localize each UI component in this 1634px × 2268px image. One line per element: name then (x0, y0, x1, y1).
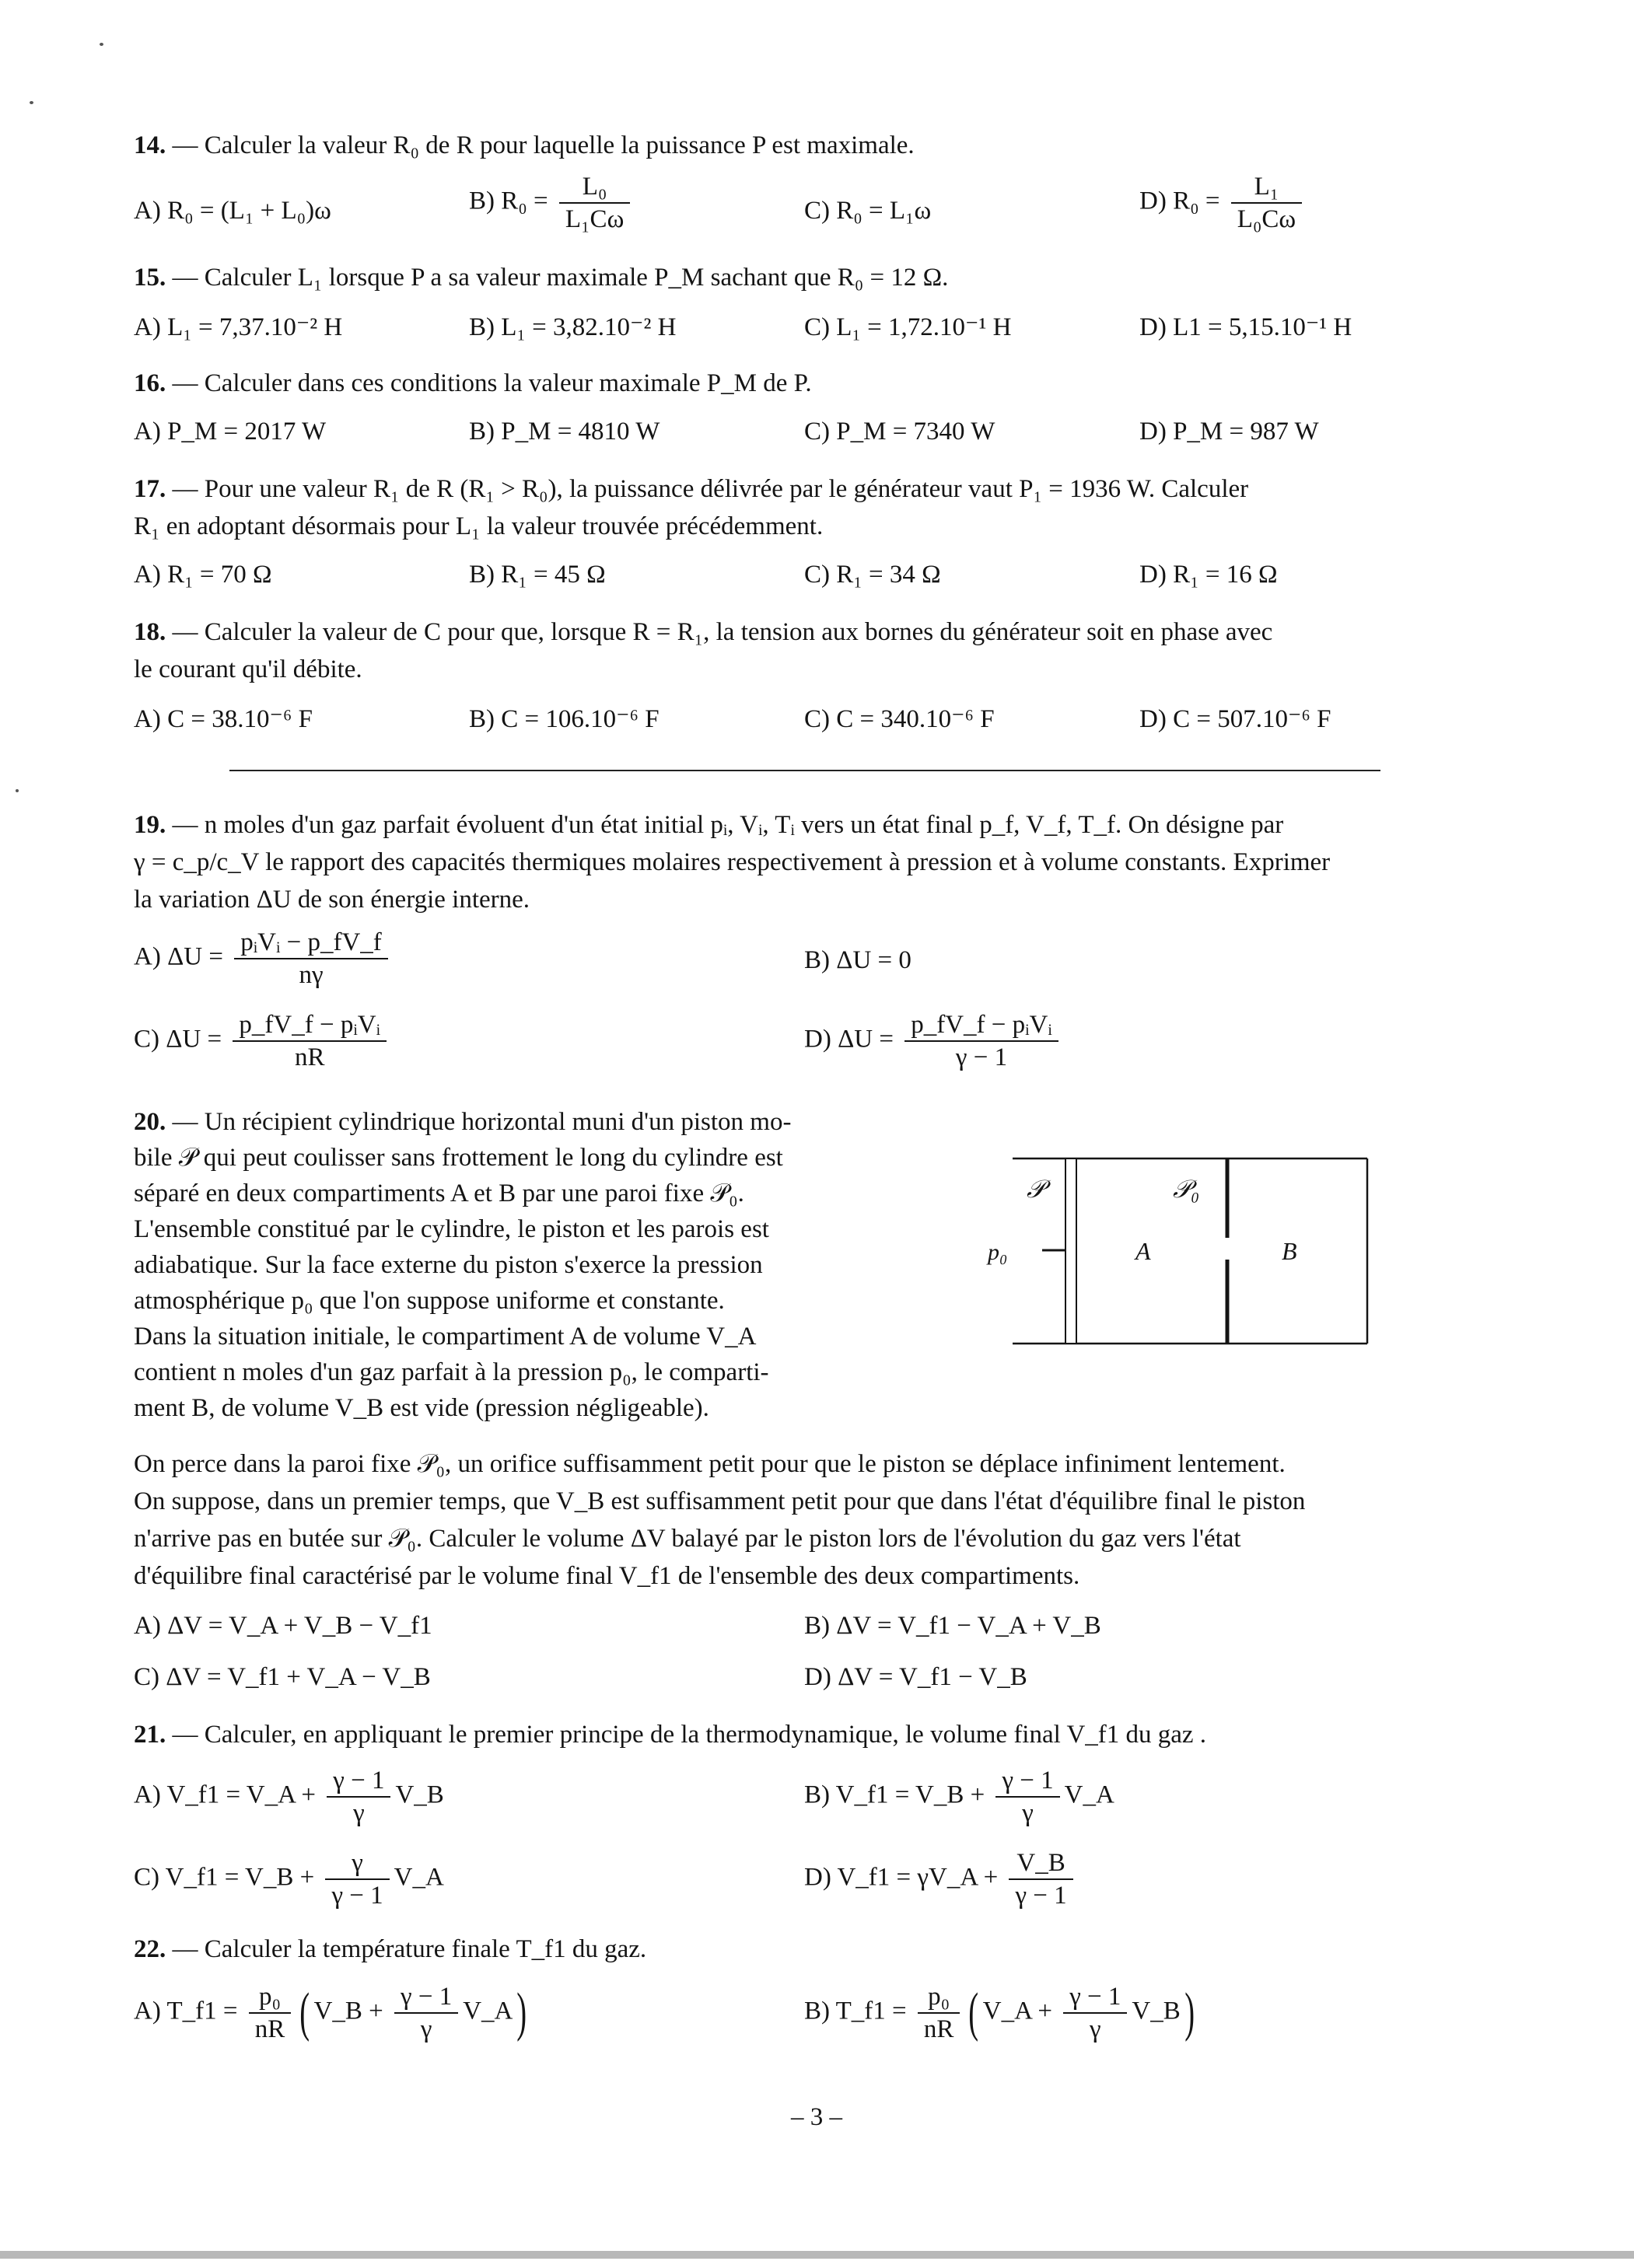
fraction (1231, 171, 1302, 235)
numerator: L₀ (559, 171, 630, 204)
question-20-line: atmosphérique p₀ que l'on suppose uniforme et constante. (134, 1287, 725, 1315)
fraction (918, 1981, 960, 2045)
option-d (804, 1009, 1063, 1073)
option-suffix: V_A (1064, 1781, 1114, 1809)
scan-speck (100, 43, 103, 46)
numerator: p_fV_f − pᵢVᵢ (233, 1009, 387, 1042)
right-paren: ) (516, 1983, 527, 2043)
question-number: 17. (134, 475, 166, 503)
denominator: γ (353, 1799, 365, 1827)
section-divider (229, 770, 1380, 771)
question-17 (134, 471, 1479, 507)
question-text: — Calculer la température finale T_f1 du gaz. (172, 1935, 647, 1963)
question-18 (134, 614, 1479, 650)
question-20-line: adiabatique. Sur la face externe du piston s'exerce la pression (134, 1251, 763, 1279)
compartment-b-label: B (1282, 1237, 1297, 1265)
option-a (134, 1765, 444, 1829)
question-20-para2-line: n'arrive pas en butée sur 𝒫₀. Calculer le volume ΔV balayé par le piston lors de l'évolution du gaz vers l'état (134, 1525, 1241, 1553)
numerator: L₁ (1231, 171, 1302, 204)
question-number: 20. (134, 1108, 166, 1136)
option-c: C) C = 340.10⁻⁶ F (804, 705, 995, 733)
question-19 (134, 807, 1479, 843)
option-label: D) V_f1 = γV_A + (804, 1863, 999, 1892)
cylinder-diagram (988, 1151, 1377, 1353)
question-20 (134, 1104, 911, 1426)
piston-label: 𝒫 (1027, 1175, 1045, 1203)
option-label: B) R₀ = (469, 187, 548, 215)
question-19-line-2: γ = c_p/c_V le rapport des capacités thermiques molaires respectivement à pression et à volume constants. Exprimer (134, 848, 1331, 876)
question-20-line: ment B, de volume V_B est vide (pression négligeable). (134, 1394, 709, 1422)
denominator: γ − 1 (955, 1043, 1008, 1071)
inner-term: V_B (1132, 1997, 1181, 2025)
question-14 (134, 128, 1479, 163)
option-label: D) ΔU = (804, 1025, 894, 1054)
fraction (325, 1847, 389, 1911)
question-22 (134, 1931, 1479, 1967)
piston (1065, 1158, 1076, 1344)
denominator: γ (1090, 2015, 1101, 2043)
option-c: C) R₁ = 34 Ω (804, 561, 941, 589)
fraction (1009, 1847, 1072, 1911)
option-d: D) ΔV = V_f1 − V_B (804, 1663, 1027, 1691)
denominator: γ (420, 2015, 432, 2043)
question-20-line: Dans la situation initiale, le compartiment A de volume V_A (134, 1323, 757, 1351)
option-suffix: V_B (395, 1781, 444, 1809)
question-17-line-2: R₁ en adoptant désormais pour L₁ la valeur trouvée précédemment. (134, 512, 824, 540)
numerator: γ (325, 1847, 389, 1880)
question-text: — Calculer, en appliquant le premier principe de la thermodynamique, le volume final V_f1 du gaz . (172, 1721, 1207, 1749)
option-d: D) R₁ = 16 Ω (1139, 561, 1278, 589)
left-paren: ( (299, 1983, 310, 2043)
question-text: — Calculer dans ces conditions la valeur maximale P_M de P. (172, 369, 812, 397)
option-d (1139, 171, 1307, 235)
question-number: 21. (134, 1721, 166, 1749)
option-label: B) T_f1 = (804, 1997, 907, 2025)
question-number: 18. (134, 618, 166, 646)
option-d: D) L1 = 5,15.10⁻¹ H (1139, 313, 1352, 341)
option-b (804, 1981, 1198, 2045)
question-text: — Un récipient cylindrique horizontal muni d'un piston mo- (172, 1108, 792, 1136)
question-20-line: séparé en deux compartiments A et B par une paroi fixe 𝒫₀. (134, 1179, 744, 1207)
question-number: 19. (134, 811, 166, 839)
option-b: B) ΔU = 0 (804, 946, 911, 974)
option-b (469, 171, 635, 235)
question-text: — Calculer L₁ lorsque P a sa valeur maximale P_M sachant que R₀ = 12 Ω. (172, 264, 949, 292)
inner-term: V_B + (313, 1997, 383, 2025)
question-text: — Calculer la valeur R₀ de R pour laquelle la puissance P est maximale. (172, 131, 915, 159)
fraction (394, 1981, 458, 2045)
question-20-line (134, 1104, 911, 1140)
question-19-line-3: la variation ΔU de son énergie interne. (134, 886, 530, 914)
question-20-line: bile 𝒫 qui peut coulisser sans frottement le long du cylindre est (134, 1144, 783, 1172)
option-c: C) ΔV = V_f1 + V_A − V_B (134, 1663, 431, 1691)
numerator: p₀ (918, 1981, 960, 2014)
option-c: C) R₀ = L₁ω (804, 197, 932, 225)
denominator: nR (254, 2015, 285, 2043)
option-label: C) V_f1 = V_B + (134, 1863, 315, 1892)
option-a: A) ΔV = V_A + V_B − V_f1 (134, 1612, 432, 1640)
inner-term: V_A + (982, 1997, 1052, 2025)
numerator: γ − 1 (995, 1765, 1059, 1798)
option-c (134, 1847, 444, 1911)
left-paren: ( (968, 1983, 979, 2043)
numerator: p_fV_f − pᵢVᵢ (904, 1009, 1058, 1042)
denominator: nγ (299, 961, 324, 989)
denominator: γ − 1 (1015, 1882, 1067, 1910)
fraction (234, 927, 388, 991)
fixed-wall-label: 𝒫₀ (1173, 1175, 1200, 1203)
option-a (134, 1981, 531, 2045)
question-15 (134, 260, 1479, 295)
fraction (233, 1009, 387, 1073)
option-a: A) R₁ = 70 Ω (134, 561, 272, 589)
denominator: nR (923, 2015, 954, 2043)
pressure-p0-label: p₀ (988, 1239, 1008, 1265)
option-a: A) R₀ = (L₁ + L₀)ω (134, 197, 331, 225)
question-20-para2-line: d'équilibre final caractérisé par le volume final V_f1 de l'ensemble des deux compartiments. (134, 1562, 1080, 1590)
question-number: 14. (134, 131, 166, 159)
fraction (249, 1981, 292, 2045)
denominator: L₀Cω (1237, 205, 1296, 233)
option-label: A) ΔU = (134, 942, 223, 971)
option-label: A) T_f1 = (134, 1997, 238, 2025)
fraction (1063, 1981, 1127, 2045)
option-b (804, 1765, 1114, 1829)
option-label: C) ΔU = (134, 1025, 222, 1054)
option-label: A) V_f1 = V_A + (134, 1781, 317, 1809)
numerator: γ − 1 (327, 1765, 390, 1798)
scan-speck (16, 789, 19, 792)
fraction (995, 1765, 1059, 1829)
denominator: γ (1022, 1799, 1034, 1827)
question-21 (134, 1717, 1479, 1753)
option-a (134, 927, 393, 991)
option-c: C) P_M = 7340 W (804, 418, 995, 446)
numerator: p₀ (249, 1981, 292, 2014)
page-number: – 3 – (791, 2103, 842, 2131)
option-a: A) C = 38.10⁻⁶ F (134, 705, 313, 733)
option-b: B) ΔV = V_f1 − V_A + V_B (804, 1612, 1101, 1640)
scan-speck (30, 101, 33, 104)
option-label: B) V_f1 = V_B + (804, 1781, 985, 1809)
question-20-line: L'ensemble constitué par le cylindre, le piston et les parois est (134, 1215, 769, 1243)
option-b: B) L₁ = 3,82.10⁻² H (469, 313, 677, 341)
question-text: — n moles d'un gaz parfait évoluent d'un état initial pᵢ, Vᵢ, Tᵢ vers un état final p_f, V_f, T_f. On désigne par (172, 811, 1284, 839)
question-20-line: contient n moles d'un gaz parfait à la pression p₀, le comparti- (134, 1358, 769, 1386)
right-paren: ) (1184, 1983, 1195, 2043)
compartment-a-label: A (1135, 1237, 1151, 1265)
option-a: A) L₁ = 7,37.10⁻² H (134, 313, 343, 341)
option-b: B) C = 106.10⁻⁶ F (469, 705, 660, 733)
option-c (134, 1009, 391, 1073)
question-16 (134, 365, 1479, 401)
fraction (327, 1765, 390, 1829)
denominator: γ − 1 (331, 1882, 383, 1910)
option-d (804, 1847, 1078, 1911)
option-c: C) L₁ = 1,72.10⁻¹ H (804, 313, 1012, 341)
option-label: D) R₀ = (1139, 187, 1220, 215)
numerator: γ − 1 (394, 1981, 458, 2014)
denominator: L₁Cω (565, 205, 625, 233)
option-d: D) P_M = 987 W (1139, 418, 1319, 446)
question-number: 22. (134, 1935, 166, 1963)
fraction (559, 171, 630, 235)
option-b: B) R₁ = 45 Ω (469, 561, 606, 589)
fraction (904, 1009, 1058, 1073)
denominator: nR (294, 1043, 325, 1071)
question-number: 15. (134, 264, 166, 292)
question-text: — Calculer la valeur de C pour que, lorsque R = R₁, la tension aux bornes du générateur soit en phase avec (172, 618, 1273, 646)
option-a: A) P_M = 2017 W (134, 418, 327, 446)
question-number: 16. (134, 369, 166, 397)
question-20-para2-line: On suppose, dans un premier temps, que V_B est suffisamment petit pour que dans l'état d'équilibre final le piston (134, 1487, 1306, 1515)
numerator: pᵢVᵢ − p_fV_f (234, 927, 388, 959)
option-suffix: V_A (394, 1863, 444, 1892)
scan-edge (0, 2251, 1634, 2259)
inner-term: V_A (463, 1997, 513, 2025)
numerator: γ − 1 (1063, 1981, 1127, 2014)
question-20-para2-line: On perce dans la paroi fixe 𝒫₀, un orifice suffisamment petit pour que le piston se déplace infiniment lentement. (134, 1450, 1286, 1478)
option-b: B) P_M = 4810 W (469, 418, 660, 446)
question-text: — Pour une valeur R₁ de R (R₁ > R₀), la puissance délivrée par le générateur vaut P₁ = 1936 W. Calculer (172, 475, 1249, 503)
numerator: V_B (1009, 1847, 1072, 1880)
option-d: D) C = 507.10⁻⁶ F (1139, 705, 1331, 733)
question-18-line-2: le courant qu'il débite. (134, 655, 362, 683)
